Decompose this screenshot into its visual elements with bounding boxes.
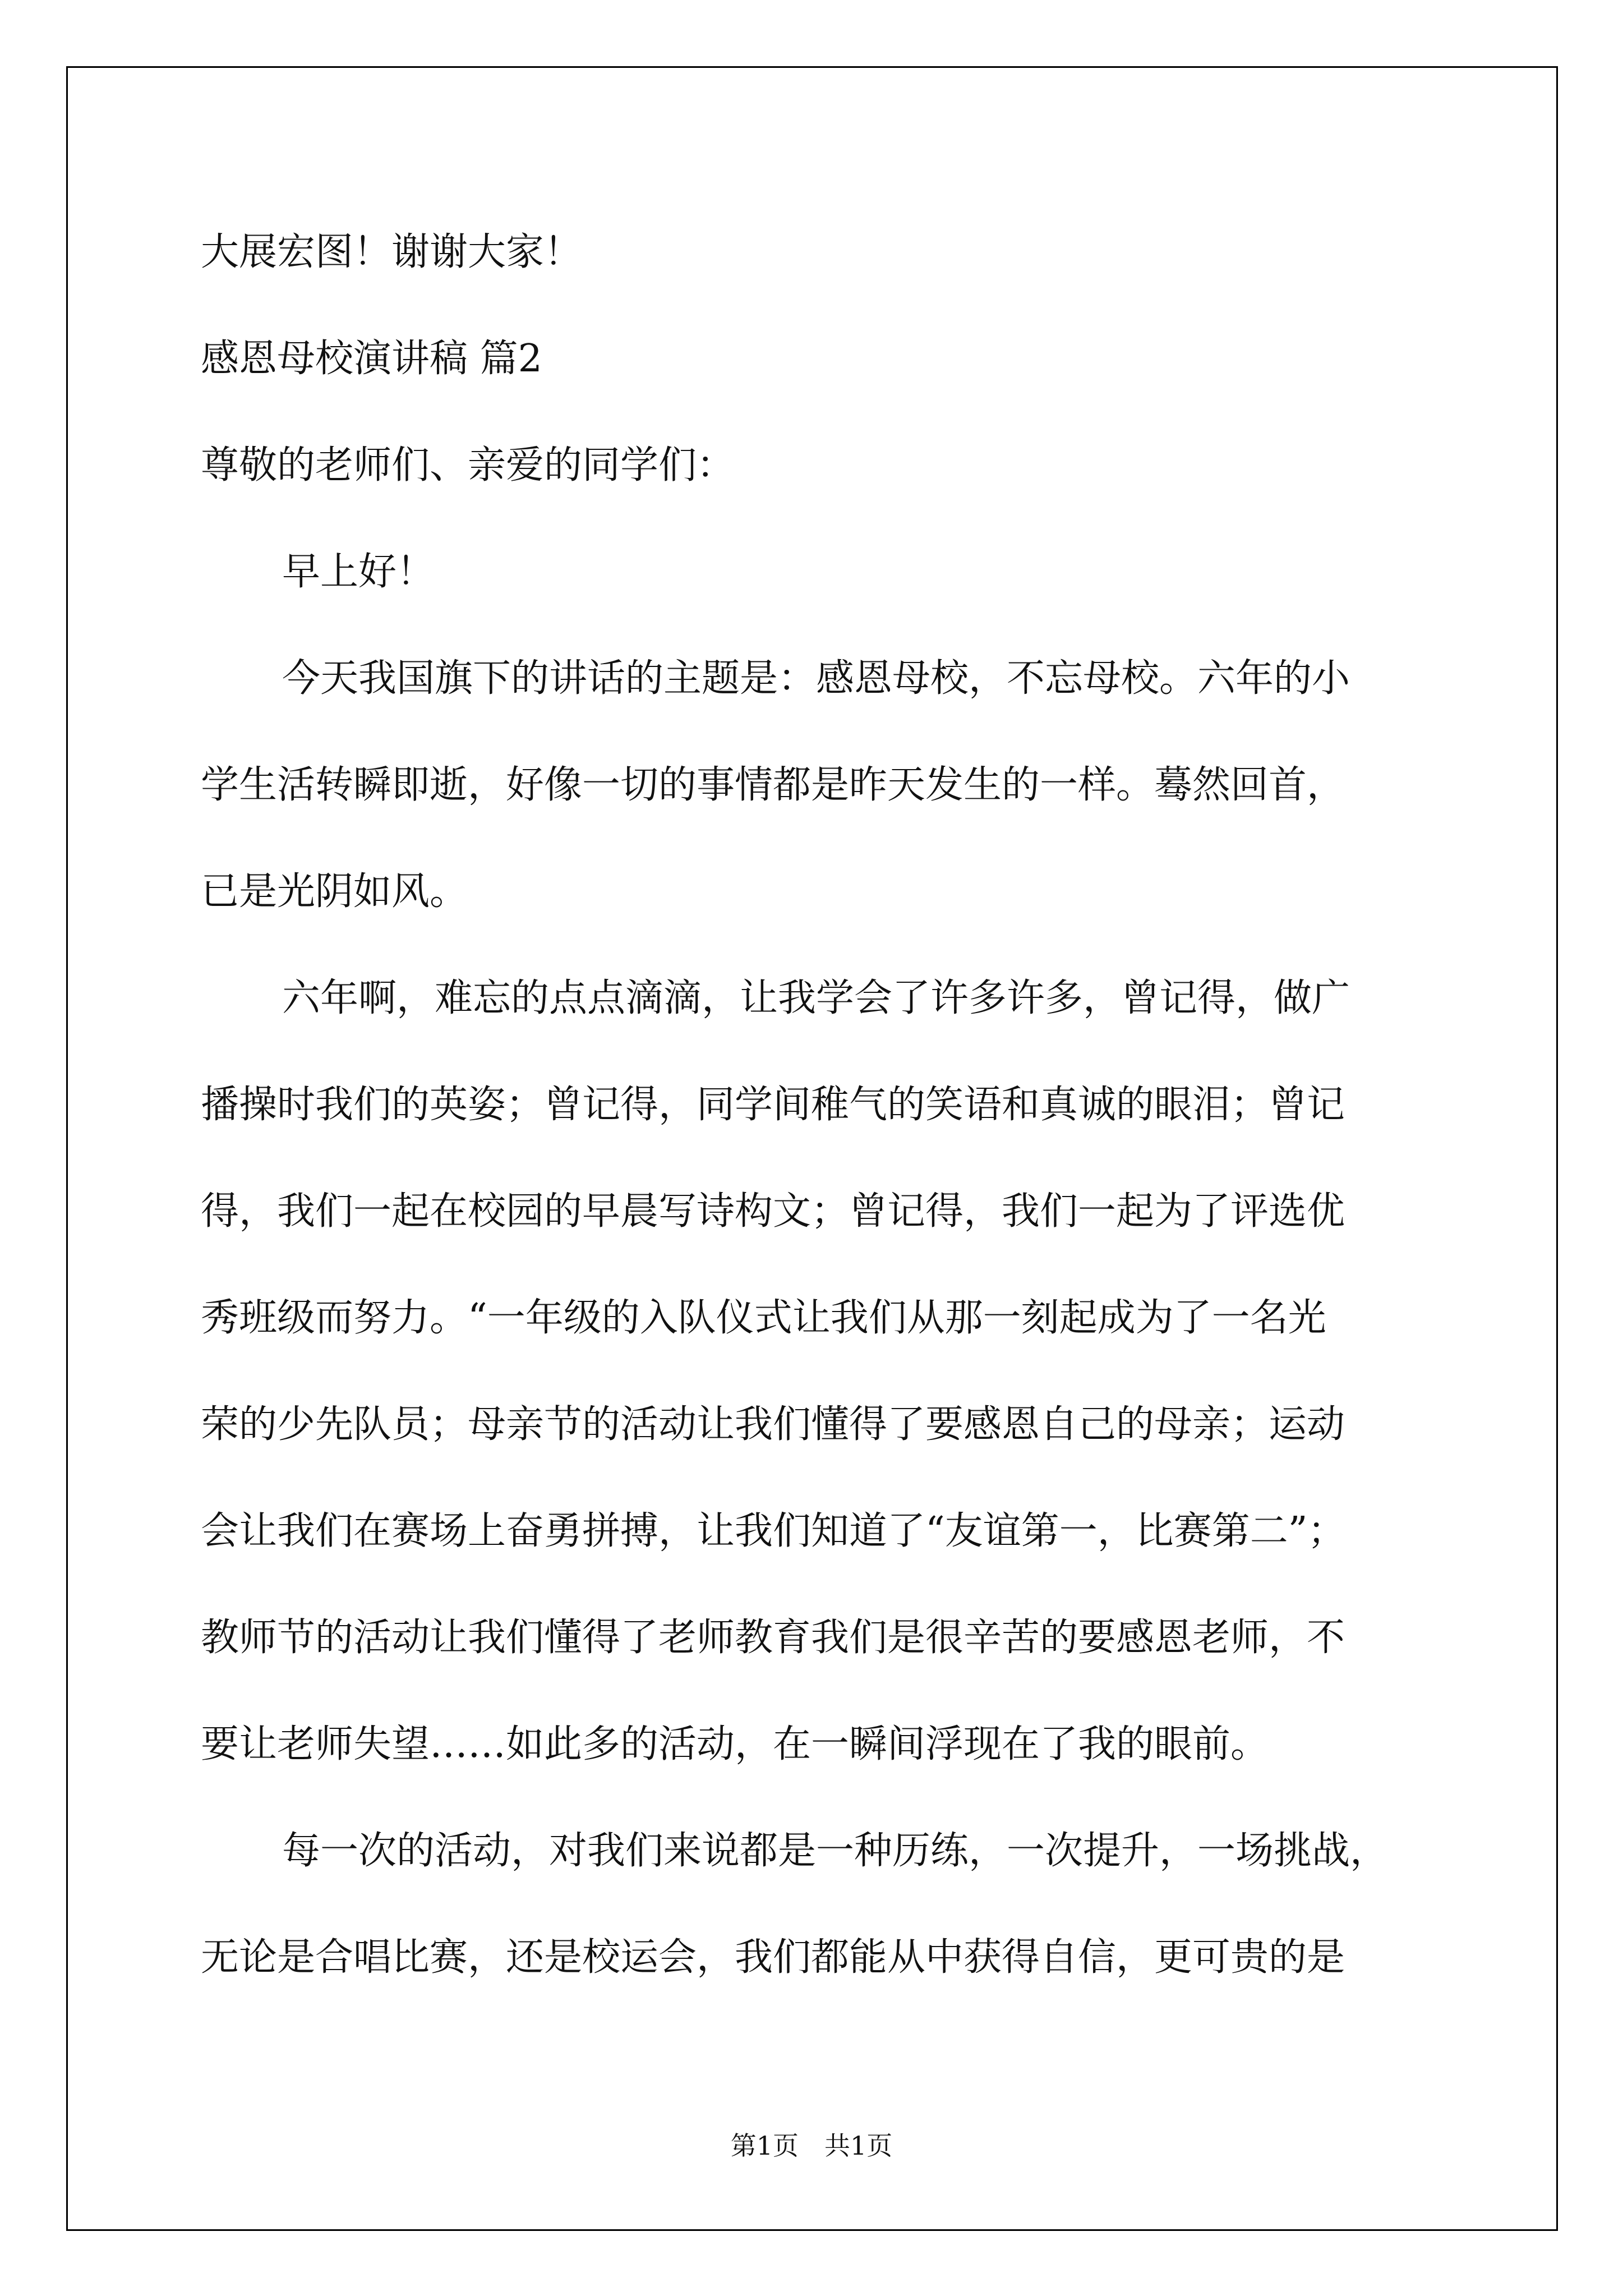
- paragraph-line: 已是光阴如风。: [201, 869, 468, 914]
- paragraph-line: 大展宏图！谢谢大家！: [201, 230, 583, 274]
- paragraph-line: 荣的少先队员；母亲节的活动让我们懂得了要感恩自己的母亲；运动: [201, 1402, 1345, 1447]
- document-body: [201, 224, 1435, 2036]
- paragraph-line: 播操时我们的英姿；曾记得，同学间稚气的笑语和真诚的眼泪；曾记: [201, 1083, 1345, 1127]
- page-footer: 第1页 共1页: [730, 2131, 893, 2161]
- greeting: 早上好！: [282, 550, 435, 594]
- paragraph-line: 六年啊，难忘的点点滴滴，让我学会了许多许多，曾记得，做广: [282, 976, 1350, 1020]
- paragraph-line: 得，我们一起在校园的早晨写诗构文；曾记得，我们一起为了评选优: [201, 1189, 1345, 1234]
- section-heading: 感恩母校演讲稿 篇2: [201, 337, 542, 381]
- salutation: 尊敬的老师们、亲爱的同学们：: [201, 443, 735, 487]
- paragraph-line: 无论是合唱比赛，还是校运会，我们都能从中获得自信，更可贵的是: [201, 1935, 1345, 1980]
- paragraph-line: 要让老师失望……如此多的活动，在一瞬间浮现在了我的眼前。: [201, 1722, 1269, 1766]
- paragraph-line: 今天我国旗下的讲话的主题是：感恩母校，不忘母校。六年的小: [282, 656, 1350, 701]
- paragraph-line: 会让我们在赛场上奋勇拼搏，让我们知道了“友谊第一，比赛第二”；: [201, 1509, 1346, 1553]
- paragraph-line: 教师节的活动让我们懂得了老师教育我们是很辛苦的要感恩老师，不: [201, 1616, 1345, 1660]
- paragraph-line: 秀班级而努力。“一年级的入队仪式让我们从那一刻起成为了一名光: [201, 1296, 1326, 1340]
- paragraph-line: 每一次的活动，对我们来说都是一种历练，一次提升，一场挑战，: [282, 1829, 1389, 1873]
- paragraph-line: 学生活转瞬即逝，好像一切的事情都是昨天发生的一样。蓦然回首，: [201, 763, 1345, 807]
